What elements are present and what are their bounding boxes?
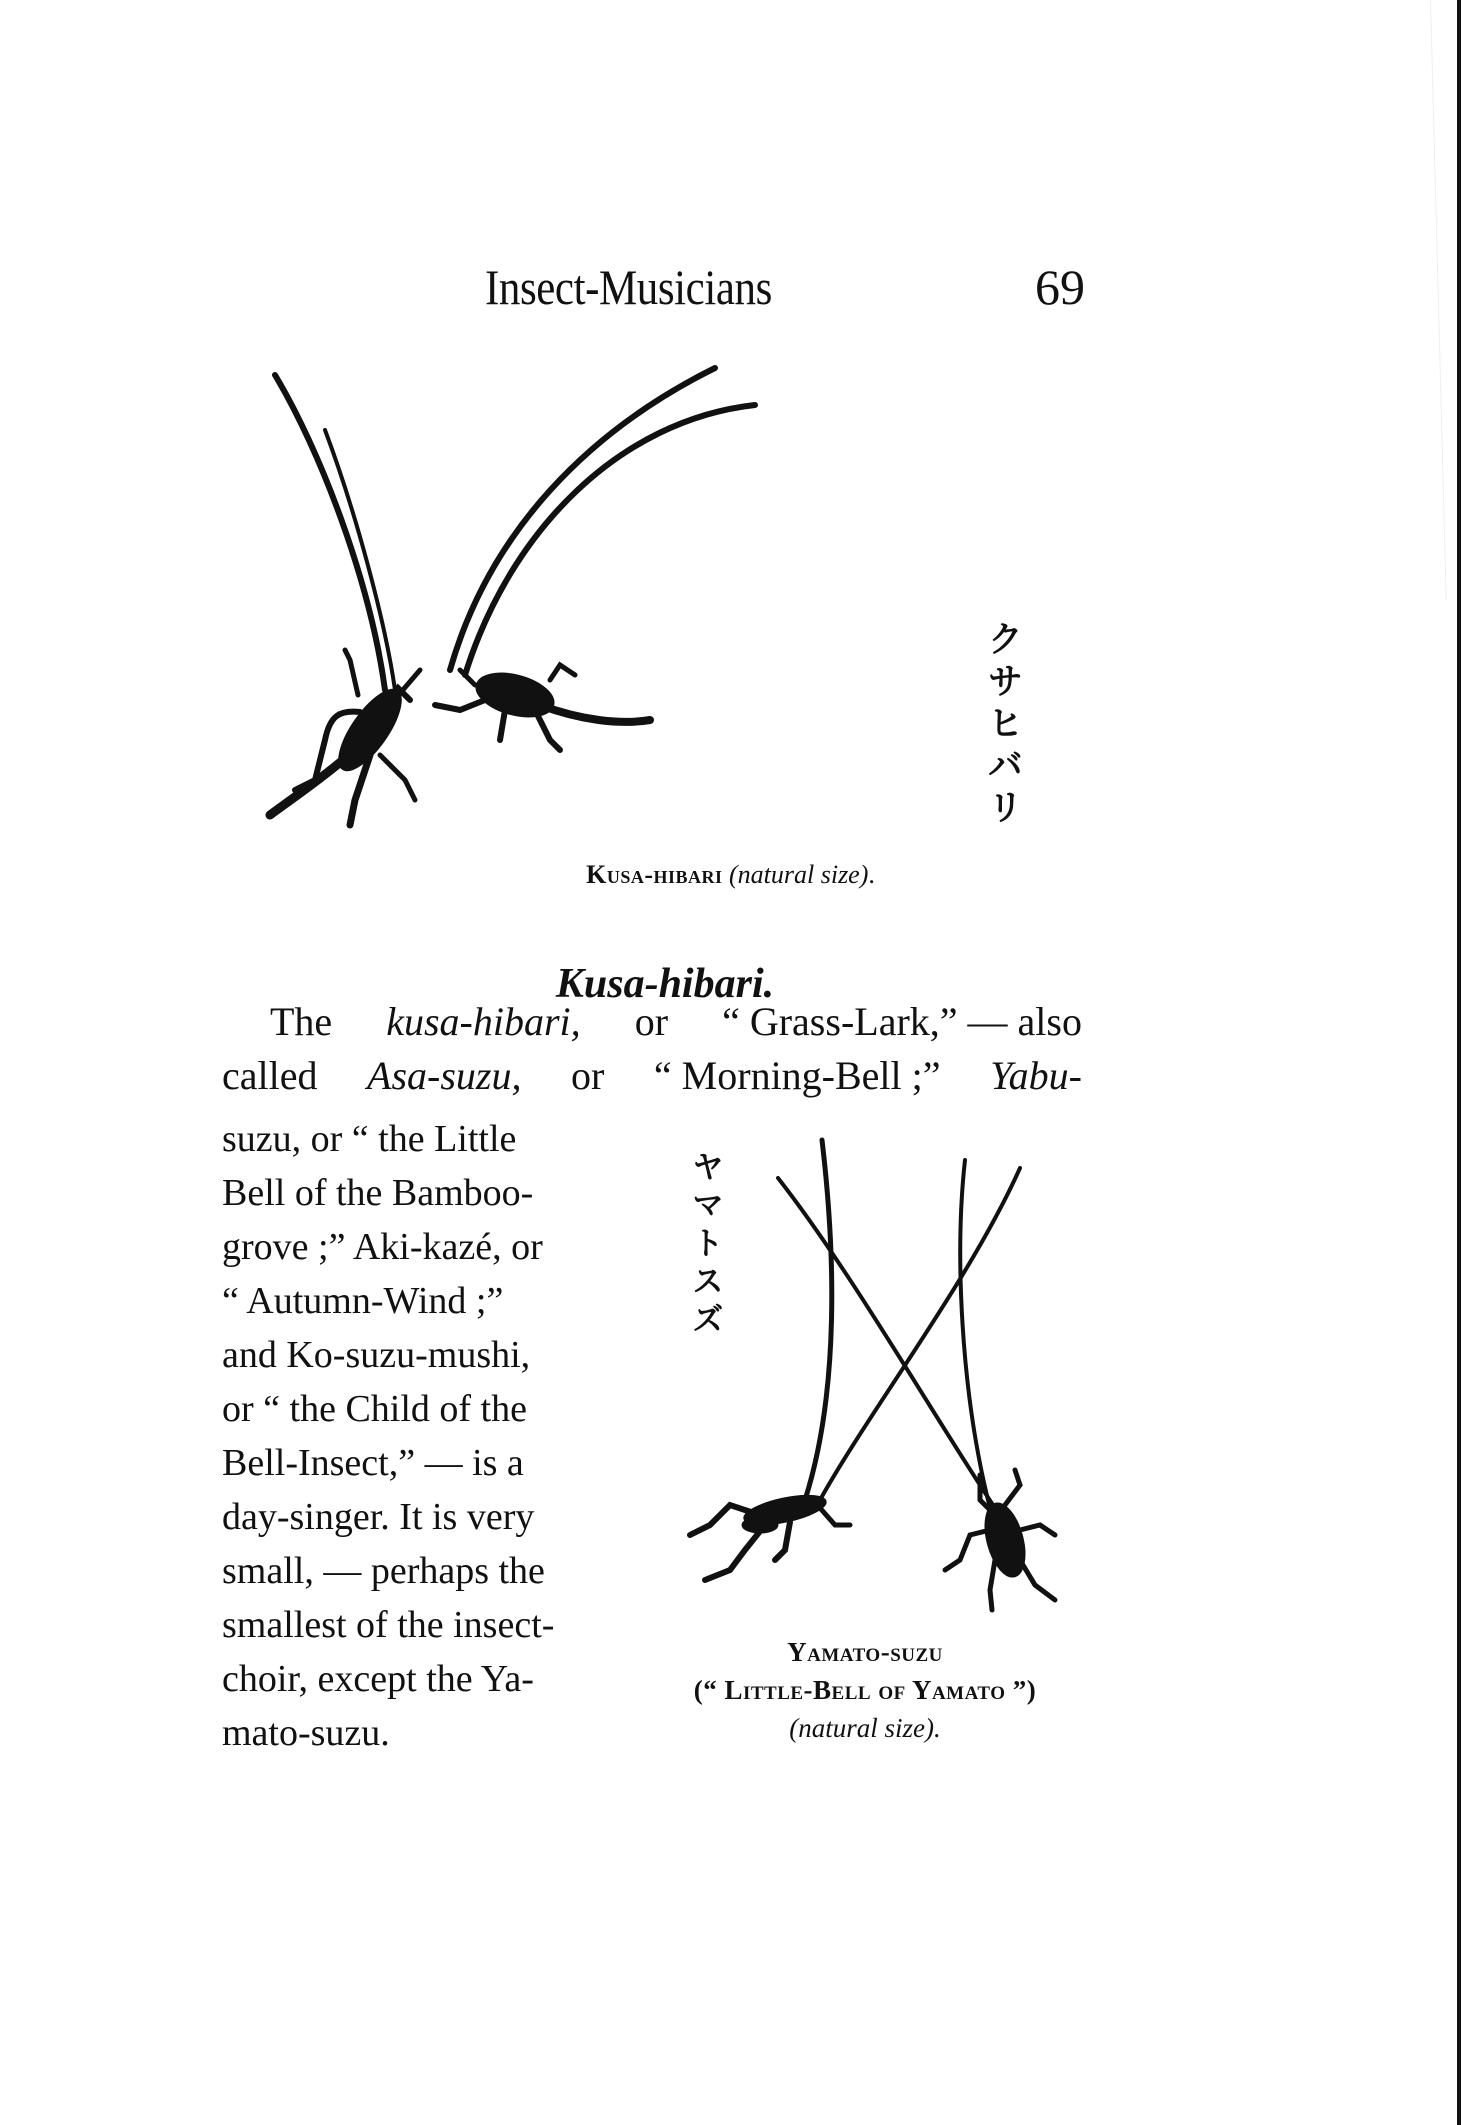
- column-line: choir, except the Ya-: [222, 1658, 534, 1700]
- word: or: [634, 999, 669, 1044]
- word-italic: Yabu-: [990, 1053, 1082, 1098]
- word: “ Morning-Bell ;”: [653, 1053, 941, 1098]
- column-line: “ Autumn-Wind ;”: [222, 1280, 504, 1322]
- caption-name: Yamato-suzu: [787, 1637, 943, 1667]
- kusa-hibari-illustration: [260, 360, 1040, 840]
- caption-name: Kusa-hibari: [586, 860, 723, 889]
- running-head: [485, 258, 1085, 328]
- scan-edge-shadow: [1430, 0, 1447, 600]
- scan-edge-border: [1457, 0, 1461, 2125]
- word-italic: Asa-suzu,: [367, 1053, 522, 1098]
- column-line: Bell-Insect,” — is a: [222, 1442, 524, 1484]
- kusa-hibari-katakana-label: クサヒバリ: [983, 620, 1023, 830]
- column-line: Bell of the Bamboo-: [222, 1172, 534, 1214]
- column-line: mato-suzu.: [222, 1712, 390, 1754]
- word: or: [571, 1053, 605, 1098]
- word: “ Grass-Lark,” — also: [722, 999, 1082, 1044]
- caption-period: .: [868, 860, 875, 889]
- kusa-hibari-caption: [0, 860, 1461, 890]
- page-number: 69: [1035, 259, 1085, 315]
- column-line: small, — perhaps the: [222, 1550, 545, 1592]
- column-line: or “ the Child of the: [222, 1388, 527, 1430]
- word: called: [222, 1053, 318, 1098]
- column-line: suzu, or “ the Little: [222, 1118, 517, 1160]
- caption-size-note: (natural size).: [789, 1713, 941, 1743]
- section-title: Kusa-hibari.: [555, 960, 775, 1007]
- body-column: [222, 1112, 604, 1760]
- column-line: day-singer. It is very: [222, 1496, 535, 1538]
- column-line: grove ;” Aki-kazé, or: [222, 1226, 543, 1268]
- body-line-2: [222, 1049, 1082, 1103]
- yamato-suzu-katakana-label: ヤマトスズ: [688, 1150, 724, 1340]
- word: The: [270, 999, 333, 1044]
- body-line-1: [222, 995, 1082, 1049]
- column-line: and Ko-suzu-mushi,: [222, 1334, 531, 1376]
- column-line: smallest of the insect-: [222, 1604, 555, 1646]
- word-italic: kusa-hibari,: [386, 999, 581, 1044]
- yamato-suzu-illustration: [670, 1130, 1090, 1620]
- body-full-width: [222, 995, 1082, 1103]
- yamato-suzu-caption: [630, 1633, 1100, 1747]
- running-head-title: Insect-Musicians: [485, 259, 772, 315]
- caption-translation: (“ Little-Bell of Yamato ”): [693, 1675, 1037, 1705]
- caption-size-note: (natural size): [729, 860, 869, 889]
